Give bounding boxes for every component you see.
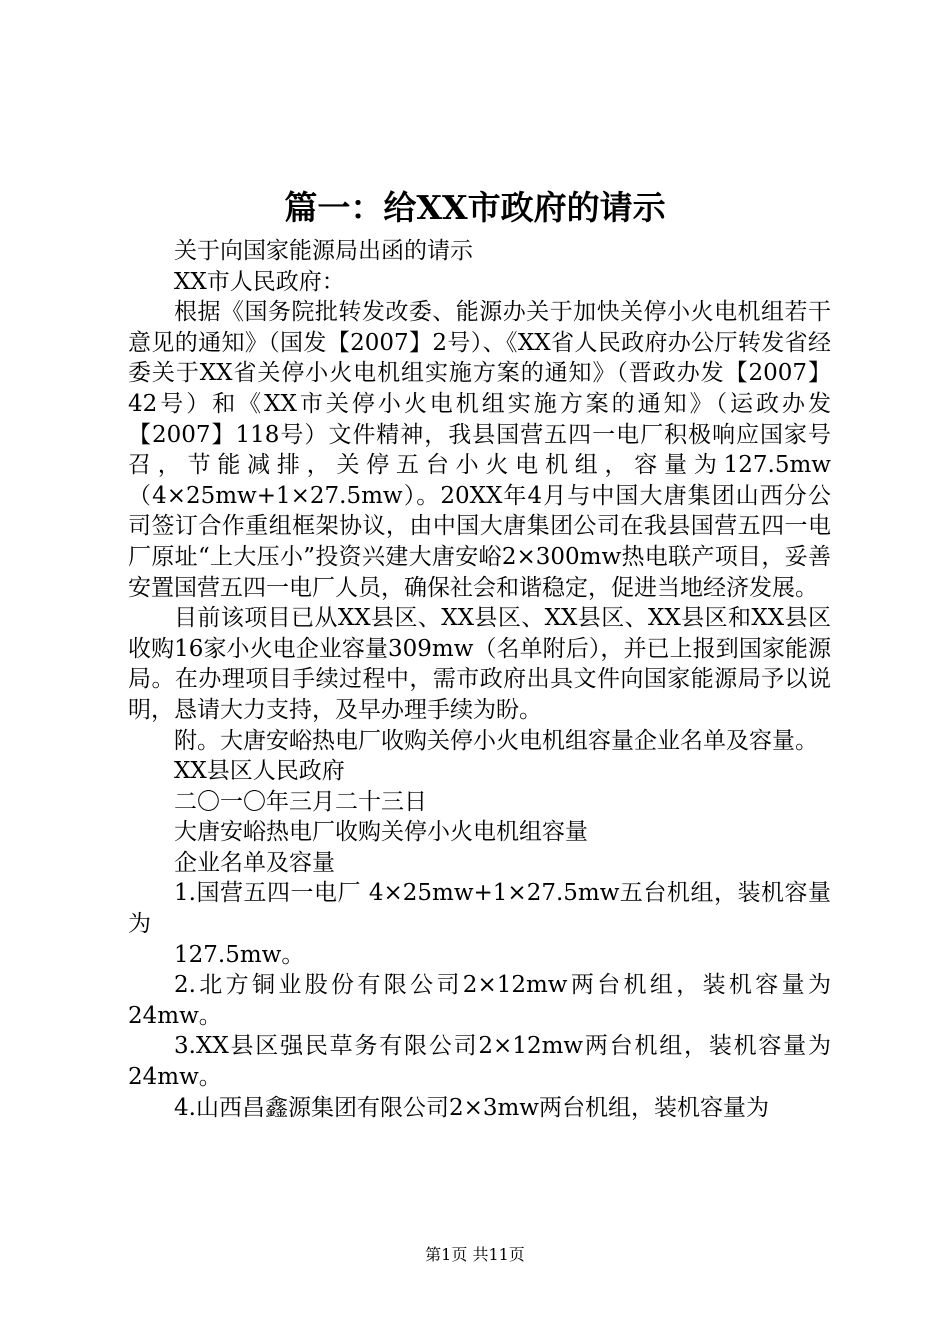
subject-line: 关于向国家能源局出函的请示	[174, 238, 473, 264]
appendix-title-line-2: 企业名单及容量	[174, 849, 335, 876]
document-body	[128, 236, 831, 1123]
signature-org: XX县区人民政府	[174, 758, 345, 785]
list-item: 3.XX县区强民草务有限公司2×12mw两台机组，装机容量为24mw。	[128, 1033, 831, 1091]
addressee: XX市人民政府：	[174, 268, 345, 295]
list-item: 1.国营五四一电厂 4×25mw+1×27.5mw五台机组，装机容量为	[128, 880, 831, 938]
appendix-title-line-1: 大唐安峪热电厂收购关停小火电机组容量	[174, 819, 588, 846]
body-paragraph: 根据《国务院批转发改委、能源办关于加快关停小火电机组若干意见的通知》（国发【2007】2号）、《XX省人民政府办公厅转发省经委关于XX省关停小火电机组实施方案的通知》（晋政办发【2007】42号）和《XX市关停小火电机组实施方案的通知》（运政办发【2007】118号）文件精神，我县国营五四一电厂积极响应国家号召，节能减排，关停五台小火电机组，容量为127.5mw（4×25mw+1×27.5mw）。20XX年4月与中国大唐集团山西分公司签订合作重组框架协议，由中国大唐集团公司在我县国营五四一电厂原址“上大压小”投资兴建大唐安峪2×300mw热电联产项目，妥善安置国营五四一电厂人员，确保社会和谐稳定，促进当地经济发展。	[128, 299, 831, 601]
list-item: 2.北方铜业股份有限公司2×12mw两台机组，装机容量为24mw。	[128, 972, 831, 1029]
attachment-note: 附。大唐安峪热电厂收购关停小火电机组容量企业名单及容量。	[174, 727, 818, 754]
list-item-continuation: 127.5mw。	[174, 941, 305, 968]
signature-date: 二〇一〇年三月二十三日	[174, 788, 427, 815]
document-title: 篇一：给XX市政府的请示	[284, 188, 666, 227]
list-item: 4.山西昌鑫源集团有限公司2×3mw两台机组，装机容量为	[174, 1094, 769, 1121]
page-number: 第1页 共11页	[425, 1245, 525, 1264]
body-paragraph: 目前该项目已从XX县区、XX县区、XX县区、XX县区和XX县区收购16家小火电企业容量309mw（名单附后），并已上报到国家能源局。在办理项目手续过程中，需市政府出具文件向国家能源局予以说明，恳请大力支持，及早办理手续为盼。	[128, 605, 831, 723]
